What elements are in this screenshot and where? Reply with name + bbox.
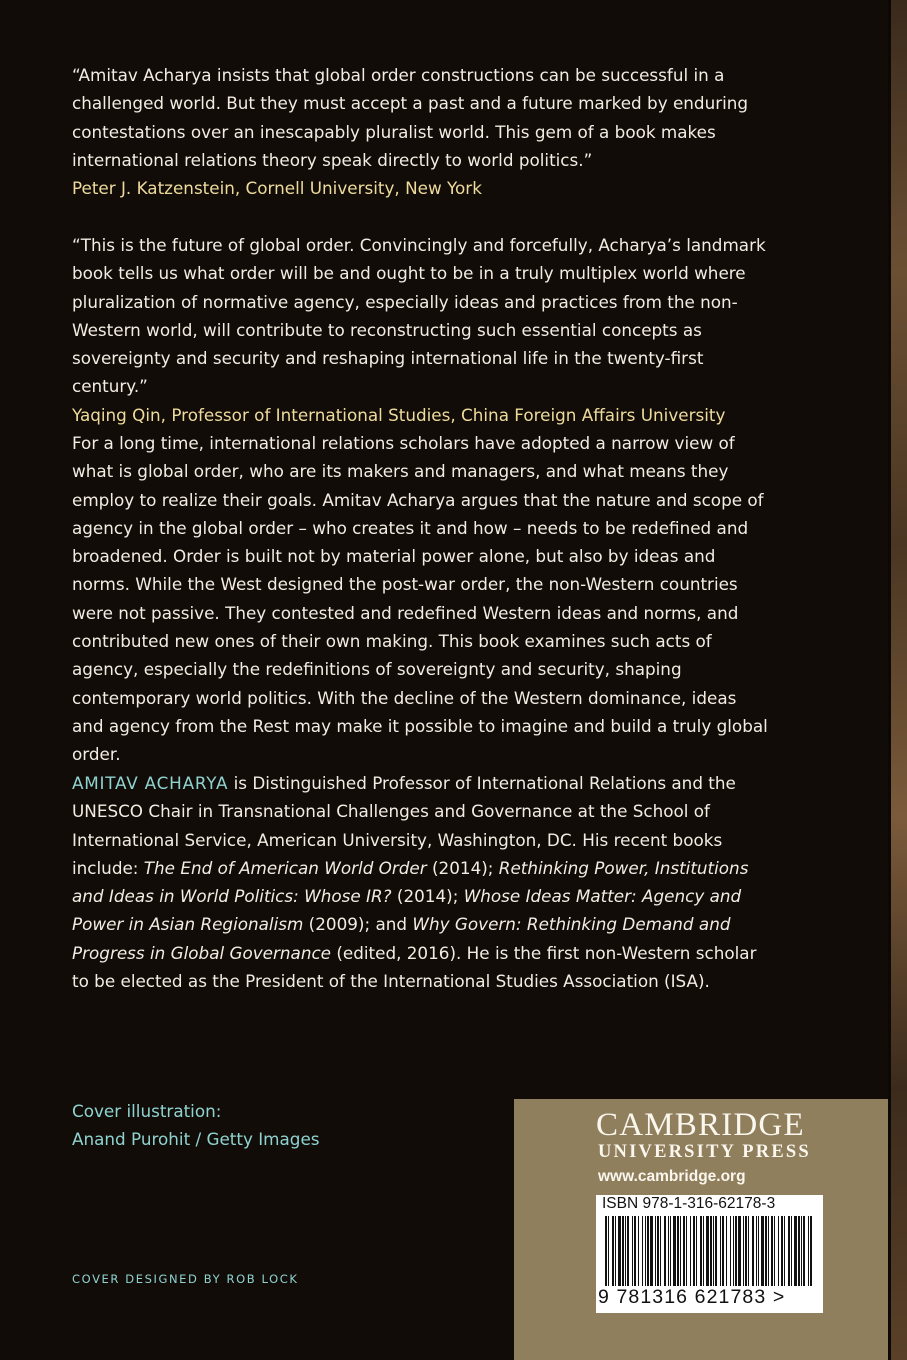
barcode-bar — [622, 1216, 624, 1286]
barcode-bar — [647, 1216, 649, 1286]
barcode-bar — [778, 1216, 779, 1286]
barcode-bar — [706, 1216, 709, 1286]
barcode-bar — [730, 1216, 731, 1286]
bio-book-title: Whose Ideas Matter: Agency and Power in Asian Regionalism — [72, 886, 742, 935]
barcode-bar — [771, 1216, 773, 1286]
bio-text: (2009); and — [303, 914, 413, 935]
barcode-bar — [677, 1216, 679, 1286]
barcode-bar — [735, 1216, 737, 1286]
barcode-bar — [642, 1216, 643, 1286]
barcode-bar — [638, 1216, 639, 1286]
barcode-bar — [810, 1216, 812, 1286]
barcode-bar — [693, 1216, 695, 1286]
bio-text: (2014); — [391, 886, 464, 907]
barcode-digits: 9 781316 621783 > — [598, 1286, 786, 1308]
cover-illustration-label: Cover illustration: — [72, 1101, 222, 1121]
barcode-bar — [668, 1216, 669, 1286]
barcode-bar — [733, 1216, 734, 1286]
quote-1-text: “Amitav Acharya insists that global order constructions can be successful in a challenged world. But they must accept a past and a future marked by enduring contestations over an inescapably pluralist world. This gem of a book makes international relations theory speak directly to world politics.” — [72, 65, 749, 170]
barcode-bar — [715, 1216, 717, 1286]
barcode-bar — [743, 1216, 744, 1286]
barcode-bar — [680, 1216, 681, 1286]
barcode-bar — [612, 1216, 614, 1286]
barcode-bar — [690, 1216, 691, 1286]
barcode-bar — [615, 1216, 616, 1286]
barcode-bar — [686, 1216, 687, 1286]
bio-text: (2014); — [426, 857, 499, 878]
barcode-bar — [710, 1216, 712, 1286]
publisher-name: CAMBRIDGE — [596, 1107, 805, 1143]
barcode-bar — [632, 1216, 633, 1286]
bio-book-title: Rethinking Power, Institutions and Ideas in World Politics: Whose IR? — [72, 857, 749, 907]
barcode-bar — [650, 1216, 653, 1286]
barcode-bar — [683, 1216, 685, 1286]
barcode-bar — [798, 1216, 800, 1286]
barcode-bar — [608, 1216, 609, 1286]
book-description: For a long time, international relations scholars have adopted a narrow view of what is global order, who are its makers and managers, and what means they employ to realize their goals. Amitav Acharya argues that the nature and scope of agency in the global order – who creates it and how – needs to be redefined and broadened. Order is built not by material power alone, but also by ideas and norms. While the West designed the post-war order, the non-Western countries were not passive. They contested and redefined Western ideas and norms, and contributed new ones of their own making. This book examines such acts of agency, especially the redefinitions of sovereignty and security, shaping contemporary world politics. With the decline of the Western dominance, ideas and agency from the Rest may make it possible to imagine and build a truly global order. — [72, 433, 768, 765]
publisher-subname: UNIVERSITY PRESS — [598, 1142, 811, 1162]
barcode-bar — [703, 1216, 704, 1286]
barcode-bar — [781, 1216, 783, 1286]
barcode-bar — [748, 1216, 749, 1286]
isbn-label: ISBN 978-1-316-62178-3 — [602, 1195, 776, 1212]
barcode-bar — [657, 1216, 659, 1286]
barcode-bar — [765, 1216, 767, 1286]
barcode-bar — [625, 1216, 626, 1286]
barcode-bar — [726, 1216, 727, 1286]
barcode-bar — [634, 1216, 636, 1286]
barcode-bar — [627, 1216, 629, 1286]
barcode-bar — [801, 1216, 802, 1286]
cover-designer-credit: COVER DESIGNED BY ROB LOCK — [72, 1272, 299, 1286]
barcode-bar — [655, 1216, 656, 1286]
barcode-bar — [758, 1216, 759, 1286]
quote-1 — [72, 61, 772, 202]
barcode-bar — [738, 1216, 741, 1286]
barcode-bar — [791, 1216, 792, 1286]
barcode-bar — [713, 1216, 714, 1286]
barcode-bar — [645, 1216, 646, 1286]
quote-2-attribution: Yaqing Qin, Professor of International Studies, China Foreign Affairs University — [72, 404, 726, 425]
quote-2-text: “This is the future of global order. Convincingly and forcefully, Acharya’s landmark book tells us what order will be and ought to be in a truly multiplex world where pluralization of normative agency, especially ideas and practices from the non-Western world, will contribute to reconstructing such essential concepts as sovereignty and security and reshaping international life in the twenty-first century.” — [72, 235, 766, 397]
barcode-bar — [794, 1216, 797, 1286]
barcode-bar — [618, 1216, 621, 1286]
bio-text: is Distinguished Professor of International Relations and the UNESCO Chair in Transnational Challenges and Governance at the School of International Service, American University, Washington, DC. His recent books include: — [72, 773, 736, 878]
quote-1-attribution: Peter J. Katzenstein, Cornell University, New York — [72, 178, 482, 199]
barcode-bar — [784, 1216, 785, 1286]
cover-illustration-credit — [72, 1097, 320, 1154]
bio-book-title: Why Govern: Rethinking Demand and Progress in Global Governance — [72, 914, 731, 963]
quote-2 — [72, 231, 772, 429]
publisher-box — [514, 1099, 888, 1360]
barcode-bars — [605, 1216, 814, 1286]
barcode-bar — [700, 1216, 702, 1286]
barcode-bar — [673, 1216, 676, 1286]
barcode-bar — [774, 1216, 775, 1286]
bio-book-title: The End of American World Order — [143, 857, 427, 878]
barcode-bar — [752, 1216, 754, 1286]
barcode-bar — [768, 1216, 769, 1286]
author-name: AMITAV ACHARYA — [72, 773, 229, 793]
barcode-bar — [670, 1216, 671, 1286]
barcode-bar — [808, 1216, 809, 1286]
cover-illustration-source: Anand Purohit / Getty Images — [72, 1129, 320, 1150]
isbn-barcode — [596, 1195, 823, 1313]
barcode-bar — [756, 1216, 757, 1286]
barcode-bar — [720, 1216, 721, 1286]
barcode-bar — [605, 1216, 607, 1286]
barcode-bar — [761, 1216, 764, 1286]
barcode-bar — [660, 1216, 661, 1286]
bio-text: (edited, 2016). He is the first non-Western scholar to be elected as the President of the International Studies Association (ISA). — [72, 942, 757, 992]
author-bio — [72, 769, 772, 995]
publisher-url: www.cambridge.org — [598, 1168, 746, 1185]
cover-spine-edge-image — [888, 0, 907, 1360]
barcode-bar — [803, 1216, 805, 1286]
barcode-bar — [664, 1216, 666, 1286]
barcode-bar — [745, 1216, 747, 1286]
barcode-bar — [722, 1216, 724, 1286]
barcode-bar — [788, 1216, 790, 1286]
barcode-bar — [696, 1216, 697, 1286]
